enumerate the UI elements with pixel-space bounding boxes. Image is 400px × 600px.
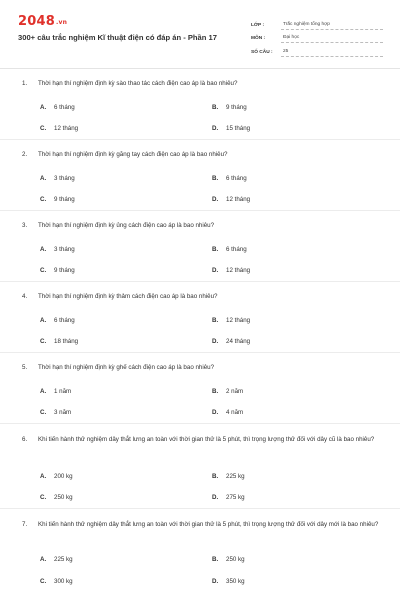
option-text: 2 năm: [226, 388, 244, 395]
option-a[interactable]: [40, 104, 75, 111]
option-d[interactable]: [212, 125, 250, 132]
option-d[interactable]: [212, 409, 243, 416]
meta-label: SỐ CÂU :: [251, 49, 273, 55]
option-c[interactable]: [40, 267, 75, 274]
option-letter: C.: [40, 267, 47, 274]
option-text: 12 tháng: [226, 267, 251, 274]
option-letter: B.: [212, 317, 219, 324]
option-d[interactable]: [212, 196, 250, 203]
option-a[interactable]: [40, 175, 75, 182]
option-letter: D.: [212, 578, 219, 585]
question-text: Khi tiến hành thử nghiệm dây thắt lưng an toàn với thời gian thử là 5 phút, thì trọng lượng thử đối với dây cũ là bao nhiêu?: [38, 436, 375, 443]
option-text: 275 kg: [226, 494, 245, 501]
question-number: 7.: [22, 521, 28, 528]
meta-label: MÔN :: [251, 36, 266, 41]
option-text: 4 năm: [226, 409, 244, 416]
option-text: 300 kg: [54, 578, 73, 585]
option-a[interactable]: [40, 317, 75, 324]
option-text: 9 tháng: [54, 267, 75, 274]
question-text: Thời hạn thí nghiệm định kỳ ủng cách điện cao áp là bao nhiêu?: [38, 222, 215, 229]
question-divider: [0, 423, 400, 424]
option-letter: A.: [40, 246, 47, 253]
document-header: [0, 0, 400, 68]
meta-row-count: [251, 43, 383, 57]
option-b[interactable]: [212, 388, 243, 395]
option-text: 200 kg: [54, 473, 73, 480]
question-text: Thời hạn thí nghiệm định kỳ găng tay cách điện cao áp là bao nhiêu?: [38, 151, 228, 158]
question-text: Thời hạn thí nghiệm định kỳ sào thao tác cách điện cao áp là bao nhiêu?: [38, 80, 238, 87]
option-a[interactable]: [40, 556, 73, 563]
option-letter: B.: [212, 556, 219, 563]
option-b[interactable]: [212, 556, 245, 563]
question-divider: [0, 352, 400, 353]
option-letter: C.: [40, 578, 47, 585]
option-a[interactable]: [40, 246, 75, 253]
header-divider: [0, 68, 400, 69]
logo-text: 2048: [18, 14, 55, 29]
meta-row-class: [251, 16, 383, 30]
option-c[interactable]: [40, 196, 75, 203]
question-number: 2.: [22, 151, 28, 158]
option-letter: B.: [212, 388, 219, 395]
meta-value: Trắc nghiệm tổng hợp: [281, 22, 383, 30]
option-c[interactable]: [40, 125, 78, 132]
option-text: 3 tháng: [54, 246, 75, 253]
question-number: 5.: [22, 364, 28, 371]
option-letter: C.: [40, 196, 47, 203]
option-letter: A.: [40, 175, 47, 182]
option-a[interactable]: [40, 388, 71, 395]
option-letter: D.: [212, 338, 219, 345]
option-text: 250 kg: [54, 494, 73, 501]
option-letter: A.: [40, 317, 47, 324]
option-d[interactable]: [212, 267, 250, 274]
question-stem: [22, 80, 382, 89]
question-divider: [0, 281, 400, 282]
option-letter: B.: [212, 473, 219, 480]
option-letter: D.: [212, 125, 219, 132]
question-text: Thời hạn thí nghiệm định kỳ ghế cách điện cao áp là bao nhiêu?: [38, 364, 215, 371]
option-letter: D.: [212, 267, 219, 274]
option-text: 225 kg: [54, 556, 73, 563]
option-letter: D.: [212, 494, 219, 501]
question-text: Thời hạn thí nghiệm định kỳ thảm cách điện cao áp là bao nhiêu?: [38, 293, 218, 300]
question-stem: [22, 293, 382, 302]
option-text: 6 tháng: [54, 317, 75, 324]
option-b[interactable]: [212, 246, 247, 253]
logo-domain: .vn: [55, 19, 68, 26]
option-b[interactable]: [212, 175, 247, 182]
option-d[interactable]: [212, 338, 250, 345]
question-stem: [22, 222, 382, 231]
option-text: 225 kg: [226, 473, 245, 480]
option-text: 1 năm: [54, 388, 72, 395]
option-letter: C.: [40, 409, 47, 416]
option-letter: B.: [212, 246, 219, 253]
question-divider: [0, 508, 400, 509]
option-b[interactable]: [212, 473, 245, 480]
meta-value: Đại học: [281, 35, 383, 43]
option-text: 6 tháng: [54, 104, 75, 111]
option-text: 3 năm: [54, 409, 72, 416]
question-number: 1.: [22, 80, 28, 87]
option-letter: D.: [212, 196, 219, 203]
option-b[interactable]: [212, 104, 247, 111]
option-text: 12 tháng: [226, 196, 251, 203]
document-meta: [251, 16, 383, 57]
option-text: 9 tháng: [54, 196, 75, 203]
option-text: 350 kg: [226, 578, 245, 585]
option-letter: C.: [40, 338, 47, 345]
option-text: 24 tháng: [226, 338, 251, 345]
question-number: 3.: [22, 222, 28, 229]
question-stem: [22, 364, 382, 373]
option-b[interactable]: [212, 317, 250, 324]
option-c[interactable]: [40, 494, 73, 501]
option-letter: A.: [40, 104, 47, 111]
option-c[interactable]: [40, 409, 71, 416]
option-letter: B.: [212, 175, 219, 182]
option-d[interactable]: [212, 578, 245, 585]
option-letter: B.: [212, 104, 219, 111]
option-text: 12 tháng: [226, 317, 251, 324]
question-stem: [22, 151, 382, 160]
option-text: 250 kg: [226, 556, 245, 563]
meta-label: LỚP :: [251, 22, 265, 28]
option-c[interactable]: [40, 578, 73, 585]
option-text: 15 tháng: [226, 125, 251, 132]
option-letter: C.: [40, 125, 47, 132]
question-number: 4.: [22, 293, 28, 300]
question-divider: [0, 210, 400, 211]
option-letter: C.: [40, 494, 47, 501]
option-text: 6 tháng: [226, 246, 247, 253]
meta-value: 25: [281, 49, 383, 57]
option-letter: A.: [40, 388, 47, 395]
question-stem: [22, 521, 382, 530]
option-d[interactable]: [212, 494, 245, 501]
question-divider: [0, 139, 400, 140]
option-text: 9 tháng: [226, 104, 247, 111]
question-text: Khi tiến hành thử nghiệm dây thắt lưng an toàn với thời gian thử là 5 phút, thì trọng lượng thử đối với dây mới là bao nhiêu?: [38, 521, 379, 528]
option-a[interactable]: [40, 473, 73, 480]
option-c[interactable]: [40, 338, 78, 345]
option-text: 6 tháng: [226, 175, 247, 182]
option-letter: A.: [40, 473, 47, 480]
document-title: 300+ câu trắc nghiệm Kĩ thuật điện có đáp án - Phần 17: [18, 33, 217, 42]
option-text: 3 tháng: [54, 175, 75, 182]
question-number: 6.: [22, 436, 28, 443]
site-logo[interactable]: [18, 14, 67, 29]
option-text: 12 tháng: [54, 125, 79, 132]
question-stem: [22, 436, 382, 445]
option-letter: D.: [212, 409, 219, 416]
option-letter: A.: [40, 556, 47, 563]
option-text: 18 tháng: [54, 338, 79, 345]
meta-row-subject: [251, 30, 383, 44]
